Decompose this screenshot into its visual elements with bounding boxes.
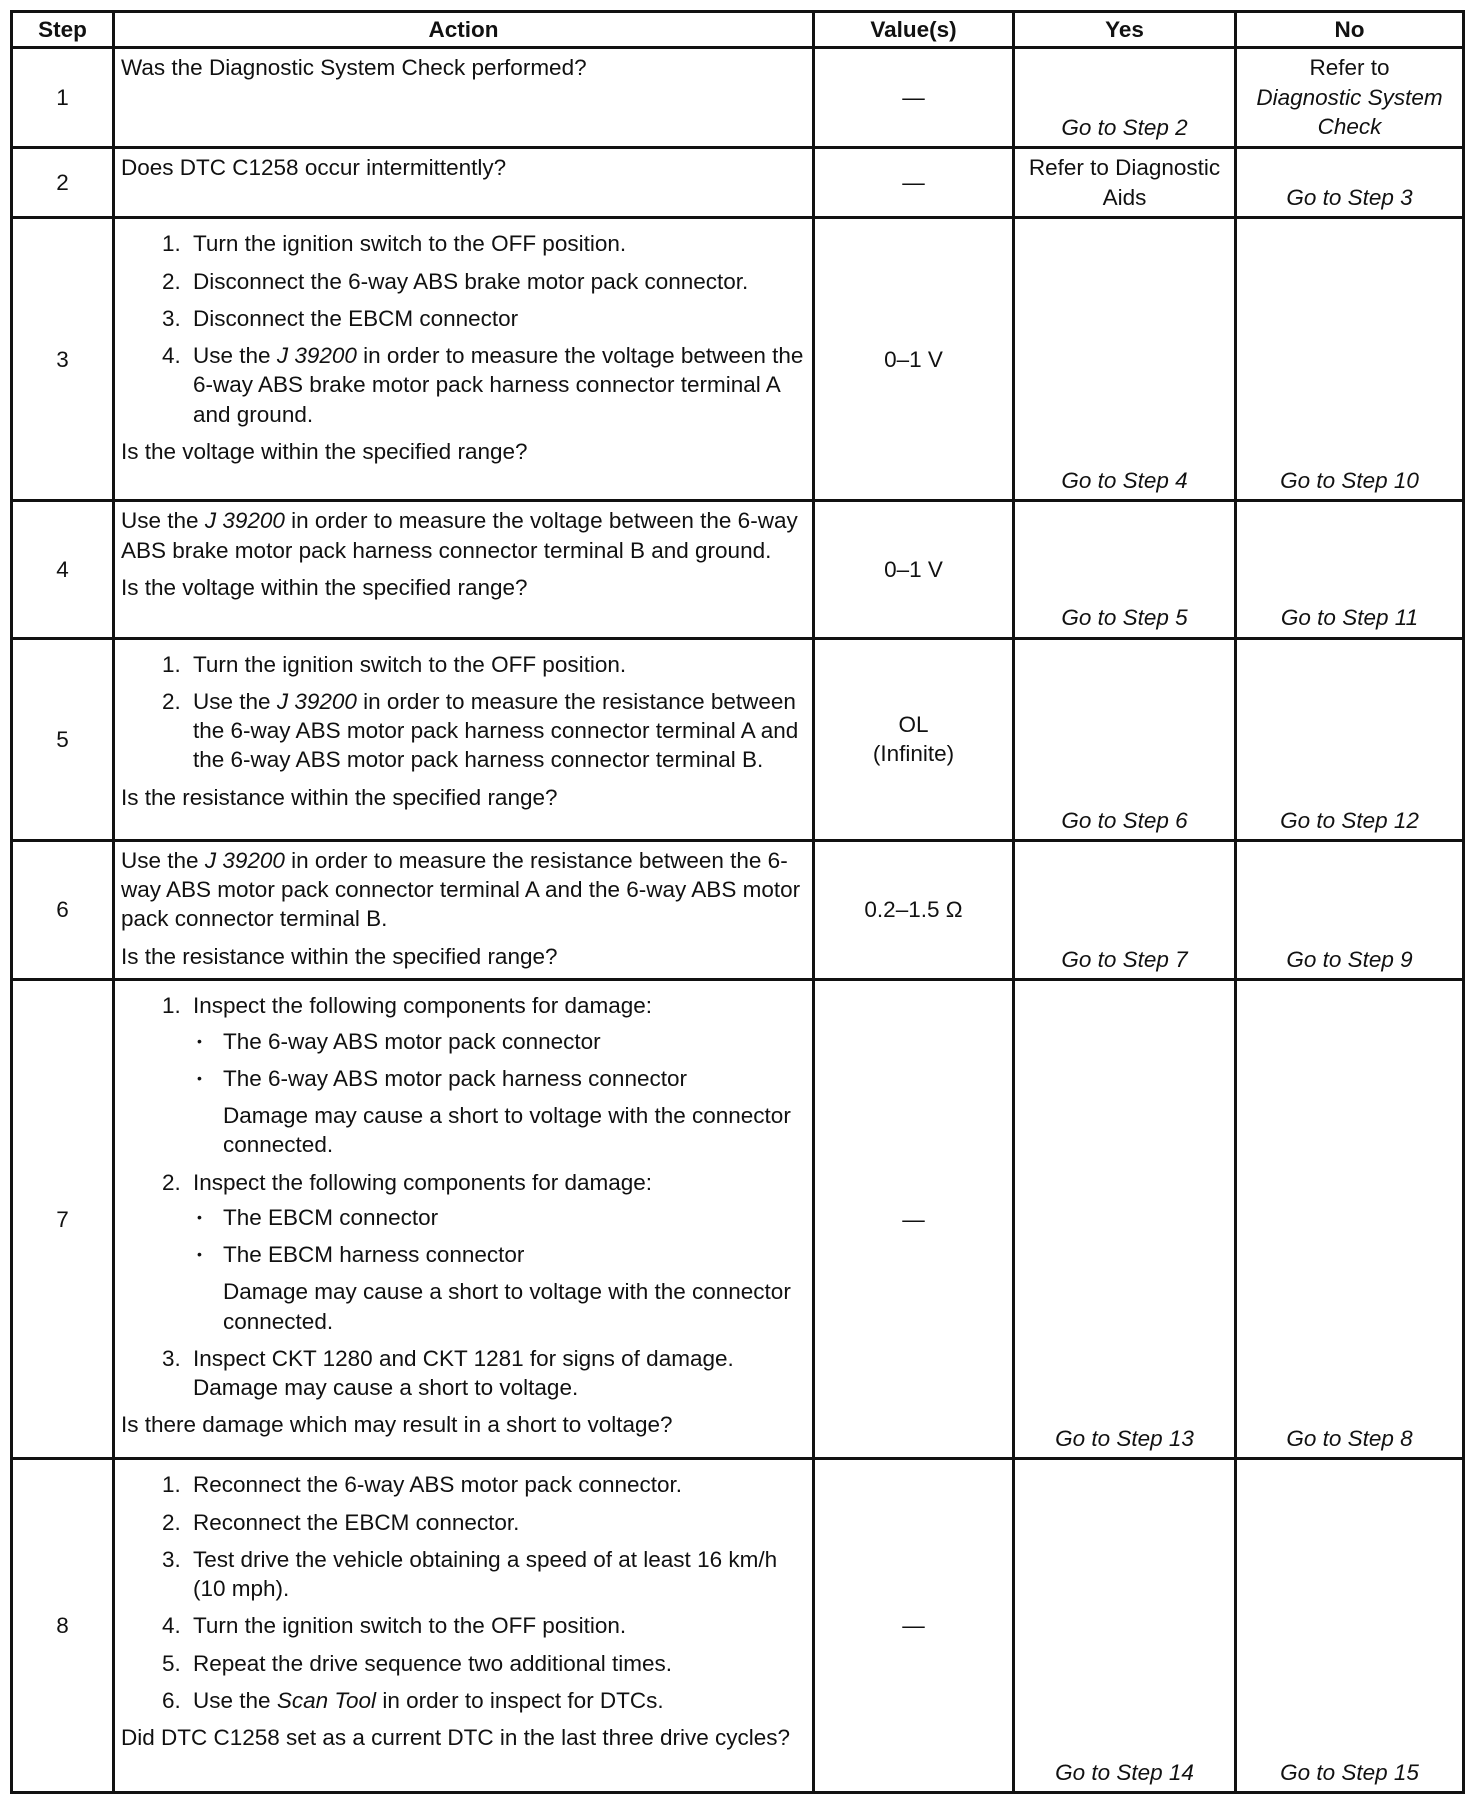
procedure-step: 3. Disconnect the EBCM connector <box>187 304 806 333</box>
table-row-step-3 <box>12 218 1464 501</box>
question-text: Was the Diagnostic System Check performed? <box>121 55 587 81</box>
procedure-step: 2. Reconnect the EBCM connector. <box>187 1508 806 1537</box>
text-fragment: Use the <box>121 508 199 534</box>
procedure-step: 4. Turn the ignition switch to the OFF position. <box>187 1611 806 1640</box>
step-number: 8 <box>12 1459 114 1793</box>
table-row-step-2 <box>12 148 1464 218</box>
action-cell <box>114 840 814 979</box>
step-number: 2 <box>12 148 114 218</box>
text-fragment: Use the <box>193 688 271 714</box>
action-cell <box>114 638 814 840</box>
action-cell <box>114 148 814 218</box>
list-item: • The 6-way ABS motor pack harness connector <box>221 1064 806 1093</box>
component-list <box>193 1203 806 1270</box>
header-row <box>12 12 1464 48</box>
damage-note: Damage may cause a short to voltage with the connector connected. <box>223 1279 791 1334</box>
no-cell: Go to Step 9 <box>1236 840 1464 979</box>
header-no: No <box>1236 12 1464 48</box>
list-item: • The EBCM connector <box>221 1203 806 1232</box>
procedure-step: 3. Test drive the vehicle obtaining a speed of at least 16 km/h (10 mph). <box>187 1545 806 1604</box>
text-fragment: in order to measure the voltage between the 6-way ABS brake motor pack harness connector terminal B and ground. <box>121 508 798 563</box>
tool-name: J 39200 <box>204 508 285 534</box>
step-number: 1 <box>12 48 114 148</box>
text-fragment: Use the <box>193 343 271 369</box>
action-cell <box>114 980 814 1459</box>
procedure-text: Inspect the following components for damage: <box>193 1169 653 1195</box>
yes-cell: Refer to Diagnostic Aids <box>1014 148 1236 218</box>
question-text: Is the resistance within the specified range? <box>121 784 558 810</box>
question-text: Is the resistance within the specified range? <box>121 943 558 969</box>
text-fragment: in order to measure the resistance between the 6-way ABS motor pack connector terminal A and the 6-way ABS motor pack connector terminal B. <box>121 847 801 932</box>
action-cell <box>114 48 814 148</box>
no-cell <box>1236 48 1464 148</box>
no-cell: Go to Step 8 <box>1236 980 1464 1459</box>
text-fragment: in order to measure the resistance between the 6-way ABS motor pack harness connector terminal A and the 6-way ABS motor pack harness connector terminal B. <box>193 688 799 773</box>
value-cell: 0.2–1.5 Ω <box>814 840 1014 979</box>
table-row-step-1 <box>12 48 1464 148</box>
procedure-step <box>187 1168 806 1336</box>
no-cell: Go to Step 12 <box>1236 638 1464 840</box>
table-row-step-7 <box>12 980 1464 1459</box>
table-row-step-5 <box>12 638 1464 840</box>
procedure-text: Inspect the following components for damage: <box>193 993 653 1019</box>
instruction-text <box>121 506 806 565</box>
step-number: 6 <box>12 840 114 979</box>
text-fragment: in order to measure the voltage between the 6-way ABS brake motor pack harness connector terminal A and ground. <box>193 343 804 427</box>
value-line: (Infinite) <box>872 741 955 767</box>
procedure-list <box>121 991 806 1402</box>
refer-to-text: Refer to <box>1309 55 1390 81</box>
procedure-list <box>121 1470 806 1715</box>
procedure-step: 1. Turn the ignition switch to the OFF position. <box>187 229 806 258</box>
no-cell: Go to Step 10 <box>1236 218 1464 501</box>
header-yes: Yes <box>1014 12 1236 48</box>
procedure-step <box>187 991 806 1159</box>
procedure-list <box>121 650 806 775</box>
action-cell <box>114 218 814 501</box>
question-text: Does DTC C1258 occur intermittently? <box>121 155 507 181</box>
question-text: Did DTC C1258 set as a current DTC in the last three drive cycles? <box>121 1725 791 1751</box>
no-cell: Go to Step 11 <box>1236 501 1464 638</box>
yes-cell: Go to Step 4 <box>1014 218 1236 501</box>
question-text: Is there damage which may result in a short to voltage? <box>121 1412 673 1438</box>
yes-cell: Go to Step 13 <box>1014 980 1236 1459</box>
reference-diagnostic-system-check: Diagnostic System Check <box>1256 84 1443 139</box>
value-cell: — <box>814 148 1014 218</box>
tool-name: J 39200 <box>276 688 357 714</box>
procedure-step: 1. Reconnect the 6-way ABS motor pack connector. <box>187 1470 806 1499</box>
step-number: 5 <box>12 638 114 840</box>
value-cell <box>814 638 1014 840</box>
value-cell: 0–1 V <box>814 501 1014 638</box>
damage-note: Damage may cause a short to voltage with the connector connected. <box>223 1103 791 1158</box>
value-cell: — <box>814 980 1014 1459</box>
yes-cell: Go to Step 5 <box>1014 501 1236 638</box>
step-number: 3 <box>12 218 114 501</box>
no-cell: Go to Step 3 <box>1236 148 1464 218</box>
yes-cell: Go to Step 2 <box>1014 48 1236 148</box>
component-list <box>193 1027 806 1094</box>
table-row-step-6 <box>12 840 1464 979</box>
step-number: 4 <box>12 501 114 638</box>
list-item: • The EBCM harness connector <box>221 1240 806 1269</box>
list-item: • The 6-way ABS motor pack connector <box>221 1027 806 1056</box>
step-number: 7 <box>12 980 114 1459</box>
diagnostic-table <box>10 10 1465 1794</box>
tool-name: Scan Tool <box>276 1687 377 1713</box>
question-text: Is the voltage within the specified range? <box>121 574 528 600</box>
no-cell: Go to Step 15 <box>1236 1459 1464 1793</box>
header-step: Step <box>12 12 114 48</box>
text-fragment: in order to inspect for DTCs. <box>382 1687 664 1713</box>
table-row-step-8 <box>12 1459 1464 1793</box>
yes-cell: Go to Step 6 <box>1014 638 1236 840</box>
value-line: OL <box>898 712 929 738</box>
text-fragment: Use the <box>121 847 199 873</box>
header-action: Action <box>114 12 814 48</box>
procedure-step: 5. Repeat the drive sequence two additional times. <box>187 1649 806 1678</box>
procedure-step <box>187 687 806 775</box>
procedure-step <box>187 1686 806 1715</box>
value-cell: — <box>814 1459 1014 1793</box>
procedure-list <box>121 229 806 429</box>
tool-name: J 39200 <box>204 847 285 873</box>
question-text: Is the voltage within the specified range? <box>121 438 528 464</box>
action-cell <box>114 1459 814 1793</box>
action-cell <box>114 501 814 638</box>
procedure-step <box>187 341 806 429</box>
table-row-step-4 <box>12 501 1464 638</box>
value-cell: — <box>814 48 1014 148</box>
header-values: Value(s) <box>814 12 1014 48</box>
yes-cell: Go to Step 14 <box>1014 1459 1236 1793</box>
text-fragment: Use the <box>193 1687 271 1713</box>
procedure-step: 1. Turn the ignition switch to the OFF position. <box>187 650 806 679</box>
tool-name: J 39200 <box>276 343 357 369</box>
yes-cell: Go to Step 7 <box>1014 840 1236 979</box>
procedure-step: 3. Inspect CKT 1280 and CKT 1281 for signs of damage. Damage may cause a short to voltage. <box>187 1344 806 1403</box>
procedure-step: 2. Disconnect the 6-way ABS brake motor pack connector. <box>187 267 806 296</box>
instruction-text <box>121 846 806 934</box>
value-cell: 0–1 V <box>814 218 1014 501</box>
